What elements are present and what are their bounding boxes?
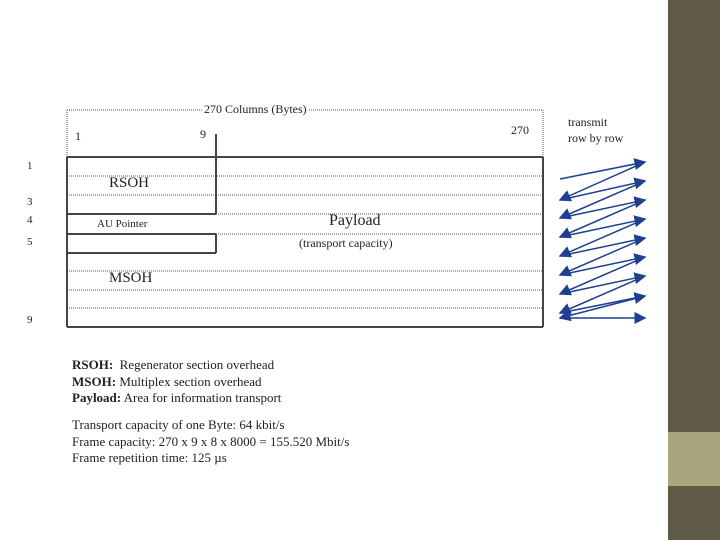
- au-pointer-label: AU Pointer: [97, 218, 148, 230]
- legend-payload-desc: Area for information transport: [123, 390, 282, 405]
- legend-payload-key: Payload:: [72, 390, 122, 405]
- legend-msoh-key: MSOH:: [72, 373, 117, 389]
- legend-msoh: [72, 374, 281, 391]
- row-label-4: 4: [27, 214, 33, 226]
- column-label-270: 270: [511, 123, 529, 137]
- capacity-line2: Frame capacity: 270 x 9 x 8 x 8000 = 155.520 Mbit/s: [72, 433, 350, 449]
- columns-caption: 270 Columns (Bytes): [204, 102, 307, 116]
- transmit-note-line1: transmit: [568, 115, 608, 129]
- payload-sublabel: (transport capacity): [299, 236, 393, 250]
- rsoh-label: RSOH: [109, 175, 150, 191]
- legend-msoh-desc: Multiplex section overhead: [119, 373, 262, 389]
- column-label-9: 9: [200, 127, 206, 141]
- msoh-label: MSOH: [109, 270, 153, 286]
- legend-payload: [72, 390, 281, 407]
- row-label-9: 9: [27, 314, 33, 326]
- column-label-1: 1: [75, 129, 81, 143]
- transmit-note-line2: row by row: [568, 131, 624, 145]
- row-label-1: 1: [27, 160, 33, 172]
- legend-rsoh: [72, 357, 281, 374]
- payload-label: Payload: [329, 212, 381, 229]
- legend-rsoh-desc: Regenerator section overhead: [119, 357, 275, 372]
- row-arrows: [560, 162, 645, 318]
- legend-block: [72, 357, 281, 407]
- legend-rsoh-key: RSOH:: [72, 357, 114, 372]
- capacity-block: [72, 417, 349, 467]
- row-label-5: 5: [27, 236, 33, 248]
- frame-outline: [67, 134, 543, 327]
- capacity-line1: Transport capacity of one Byte: 64 kbit/s: [72, 417, 285, 432]
- capacity-line3: Frame repetition time: 125 µs: [72, 450, 227, 465]
- row-label-3: 3: [27, 196, 33, 208]
